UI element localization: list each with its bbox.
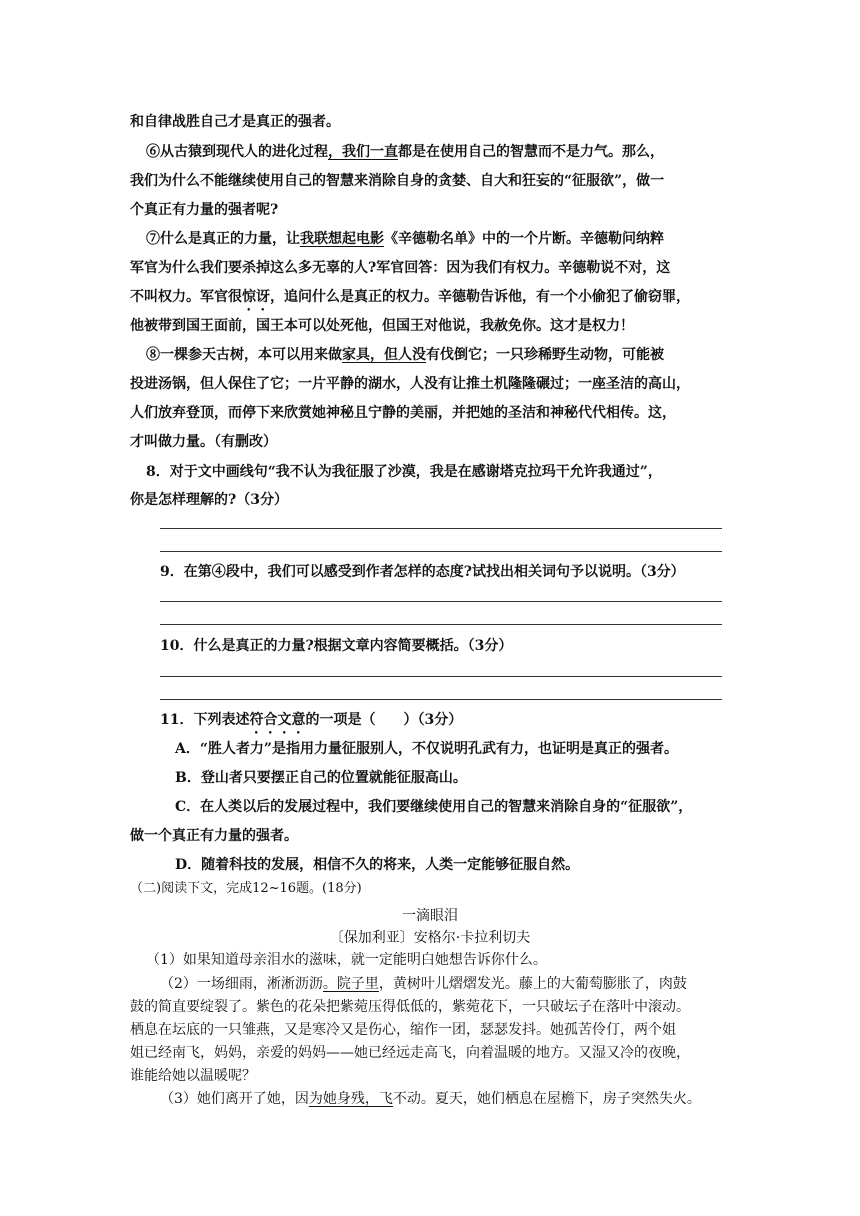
paragraph-6-line-2: 我们为什么不能继续使用自己的智慧来消除自身的贪婪、自大和狂妄的“征服欲”，做一 xyxy=(130,173,665,189)
answer-line xyxy=(160,601,722,602)
paragraph-8-line-1: ⑧一棵参天古树，本可以用来做家具，但人没有伐倒它；一只珍稀野生动物，可能被 xyxy=(146,347,664,363)
story-paragraph-2-line-2: 鼓的简直要绽裂了。紫色的花朵把紫菀压得低低的，紫菀花下，一只破坛子在落叶中滚动。 xyxy=(130,999,690,1015)
paragraph-5-tail: 和自律战胜自己才是真正的强者。 xyxy=(130,114,340,130)
question-11-stem: 11．下列表述符合文意的一项是（ ）（3分） xyxy=(160,712,463,728)
answer-line xyxy=(160,624,722,625)
paragraph-7-line-4: 他被带到国王面前，国王本可以处死他，但国王对他说，我赦免你。这才是权力！ xyxy=(130,318,634,334)
question-10: 10．什么是真正的力量?根据文章内容简要概括。（3分） xyxy=(160,638,513,654)
paragraph-6-line-3: 个真正有力量的强者呢? xyxy=(130,202,279,218)
question-9: 9．在第④段中，我们可以感受到作者怎样的态度?试找出相关词句予以说明。（3分） xyxy=(160,564,685,580)
story-paragraph-2-line-3: 栖息在坛底的一只雏燕，又是寒冷又是伤心，缩作一团，瑟瑟发抖。她孤苦伶仃，两个姐 xyxy=(130,1022,676,1038)
paragraph-6-line-1: ⑥从古猿到现代人的进化过程，我们一直都是在使用自己的智慧而不是力气。那么， xyxy=(146,144,664,160)
paragraph-7-line-3: 不叫权力。军官很惊讶，追问什么是真正的权力。辛德勒告诉他，有一个小偷犯了偷窃罪， xyxy=(130,289,690,305)
dotted-phrase: 惊讶 xyxy=(242,289,270,305)
option-a: A．“胜人者力”是指用力量征服别人，不仅说明孔武有力，也证明是真正的强者。 xyxy=(175,741,678,757)
paragraph-8-line-4: 才叫做力量。（有删改） xyxy=(130,434,277,450)
underlined-phrase: ，我们一直 xyxy=(328,144,398,160)
paragraph-8-line-3: 人们放弃登顶，而停下来欣赏她神秘且宁静的美丽，并把她的圣洁和神秘代代相传。这， xyxy=(130,405,676,421)
question-8-line-1: 8．对于文中画线句“我不认为我征服了沙漠，我是在感谢塔克拉玛干允许我通过”， xyxy=(146,464,662,480)
story-paragraph-3-line-1: （3）她们离开了她，因为她身残，飞不动。夏天，她们栖息在屋檐下，房子突然失火。 xyxy=(160,1091,701,1107)
answer-line xyxy=(160,551,722,552)
paragraph-7-line-2: 军官为什么我们要杀掉这么多无辜的人?军官回答：因为我们有权力。辛德勒说不对，这 xyxy=(130,260,671,276)
story-paragraph-2-line-1: （2）一场细雨，淅淅沥沥。院子里，黄树叶儿熠熠发光。藤上的大葡萄膨胀了，肉鼓 xyxy=(160,976,687,992)
answer-line xyxy=(160,699,722,700)
question-8-line-2: 你是怎样理解的?（3分） xyxy=(130,492,288,508)
underlined-phrase: 为她身残，飞 xyxy=(308,1091,393,1107)
option-c-line-2: 做一个真正有力量的强者。 xyxy=(130,828,298,844)
paragraph-7-line-1: ⑦什么是真正的力量，让我联想起电影《辛德勒名单》中的一个片断。辛德勒问纳粹 xyxy=(146,231,664,247)
section-2-heading: （二)阅读下文，完成12~16题。(18分) xyxy=(130,881,362,896)
answer-line xyxy=(160,528,722,529)
underlined-phrase: 我联想起电影 xyxy=(300,231,384,247)
underlined-phrase: 家具，但人没 xyxy=(342,347,426,363)
option-d: D．随着科技的发展，相信不久的将来，人类一定能够征服自然。 xyxy=(175,857,580,873)
dotted-phrase: 符合文意 xyxy=(249,712,306,728)
story-title: 一滴眼泪 xyxy=(402,908,458,924)
story-paragraph-1: （1）如果知道母亲泪水的滋味，就一定能明白她想告诉你什么。 xyxy=(146,952,547,968)
story-paragraph-2-line-4: 姐已经南飞，妈妈，亲爱的妈妈——她已经远走高飞，向着温暖的地方。又湿又冷的夜晚， xyxy=(130,1045,690,1061)
story-author: 〔保加利亚〕安格尔·卡拉利切夫 xyxy=(329,930,531,946)
underlined-phrase: 。院子里 xyxy=(322,976,379,992)
paragraph-8-line-2: 投进汤锅，但人保住了它；一片平静的湖水，人没有让推土机隆隆碾过；一座圣洁的高山， xyxy=(130,376,690,392)
answer-line xyxy=(160,676,722,677)
option-c-line-1: C．在人类以后的发展过程中，我们要继续使用自己的智慧来消除自身的“征服欲”， xyxy=(175,799,693,815)
story-paragraph-2-line-5: 谁能给她以温暖呢？ xyxy=(130,1068,256,1084)
option-b: B．登山者只要摆正自己的位置就能征服高山。 xyxy=(175,770,467,786)
